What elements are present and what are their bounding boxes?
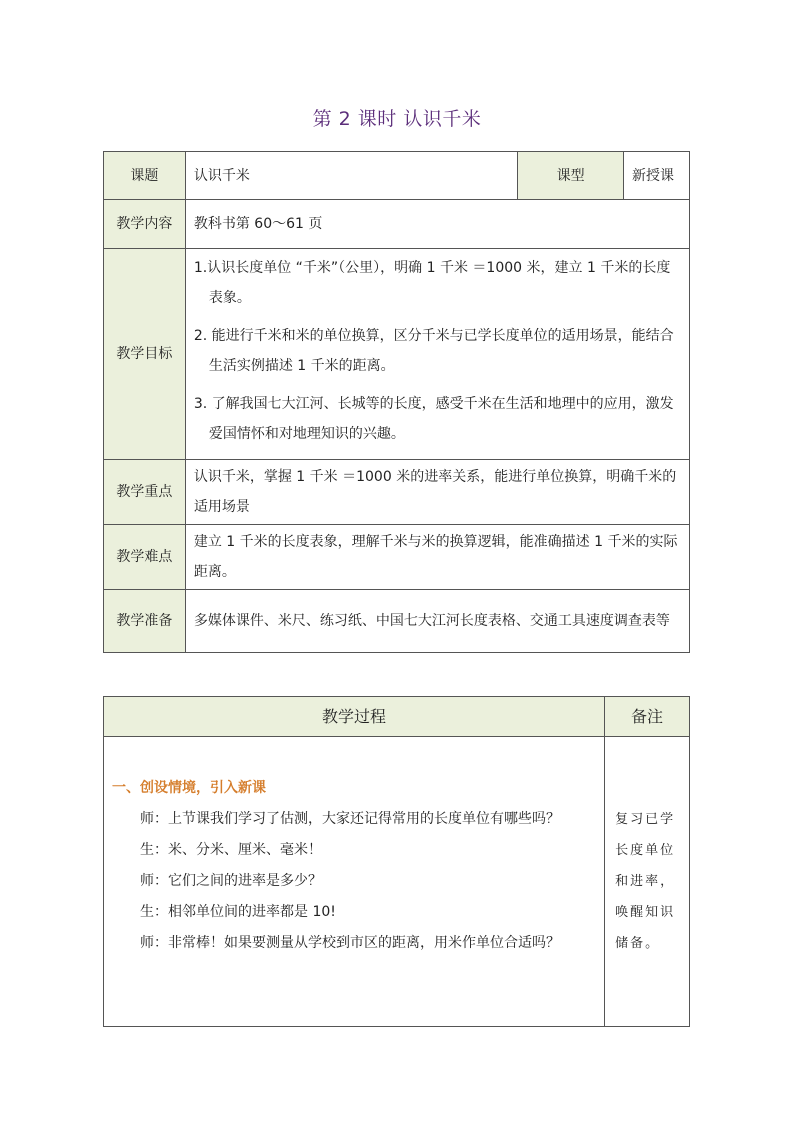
process-content	[104, 737, 605, 1027]
topic-row	[104, 152, 690, 200]
page-title: 第 2 课时 认识千米	[312, 108, 482, 130]
goal-item: 3. 了解我国七大江河、长城等的长度，感受千米在生活和地理中的应用，激发爱国情怀和对地理知识的兴趣。	[193, 396, 674, 442]
prep-value: 多媒体课件、米尺、练习纸、中国七大江河长度表格、交通工具速度调查表等	[185, 590, 689, 653]
goals-label: 教学目标	[104, 249, 186, 460]
dialogue-line: 生：相邻单位间的进率都是 10!	[140, 904, 336, 920]
content-label: 教学内容	[104, 200, 186, 249]
prep-row	[104, 590, 690, 653]
goals-list	[185, 249, 689, 460]
key-value: 认识千米，掌握 1 千米 ＝1000 米的进率关系，能进行单位换算，明确千米的适用场景	[185, 460, 689, 525]
teaching-process-table	[103, 696, 690, 1027]
process-header: 教学过程	[104, 697, 605, 737]
topic-label: 课题	[104, 152, 186, 200]
topic-value: 认识千米	[185, 152, 517, 200]
process-body-row	[104, 737, 690, 1027]
difficulty-label: 教学难点	[104, 525, 186, 590]
type-value: 新授课	[624, 152, 690, 200]
goal-item: 2. 能进行千米和米的单位换算，区分千米与已学长度单位的适用场景，能结合生活实例描述 1 千米的距离。	[193, 328, 674, 374]
prep-label: 教学准备	[104, 590, 186, 653]
dialogue-line: 师：它们之间的进率是多少？	[140, 873, 322, 889]
difficulty-value: 建立 1 千米的长度表象，理解千米与米的换算逻辑，能准确描述 1 千米的实际距离。	[185, 525, 689, 590]
note-content: 复习已学长度单位和进率，唤醒知识储备。	[605, 737, 690, 1027]
process-header-row	[104, 697, 690, 737]
difficulty-row	[104, 525, 690, 590]
content-row	[104, 200, 690, 249]
key-row	[104, 460, 690, 525]
type-label: 课型	[518, 152, 624, 200]
section-title: 一、创设情境，引入新课	[112, 780, 266, 796]
lesson-info-table	[103, 151, 690, 653]
dialogue-line: 师：非常棒！如果要测量从学校到市区的距离，用米作单位合适吗？	[140, 935, 560, 951]
key-label: 教学重点	[104, 460, 186, 525]
goal-item: 1.认识长度单位 “千米”（公里），明确 1 千米 ＝1000 米，建立 1 千米的长度表象。	[193, 260, 671, 306]
dialogue-line: 师：上节课我们学习了估测，大家还记得常用的长度单位有哪些吗？	[140, 811, 560, 827]
dialogue-line: 生：米、分米、厘米、毫米！	[140, 842, 322, 858]
goals-row	[104, 249, 690, 460]
note-header: 备注	[605, 697, 690, 737]
content-value: 教科书第 60～61 页	[185, 200, 689, 249]
